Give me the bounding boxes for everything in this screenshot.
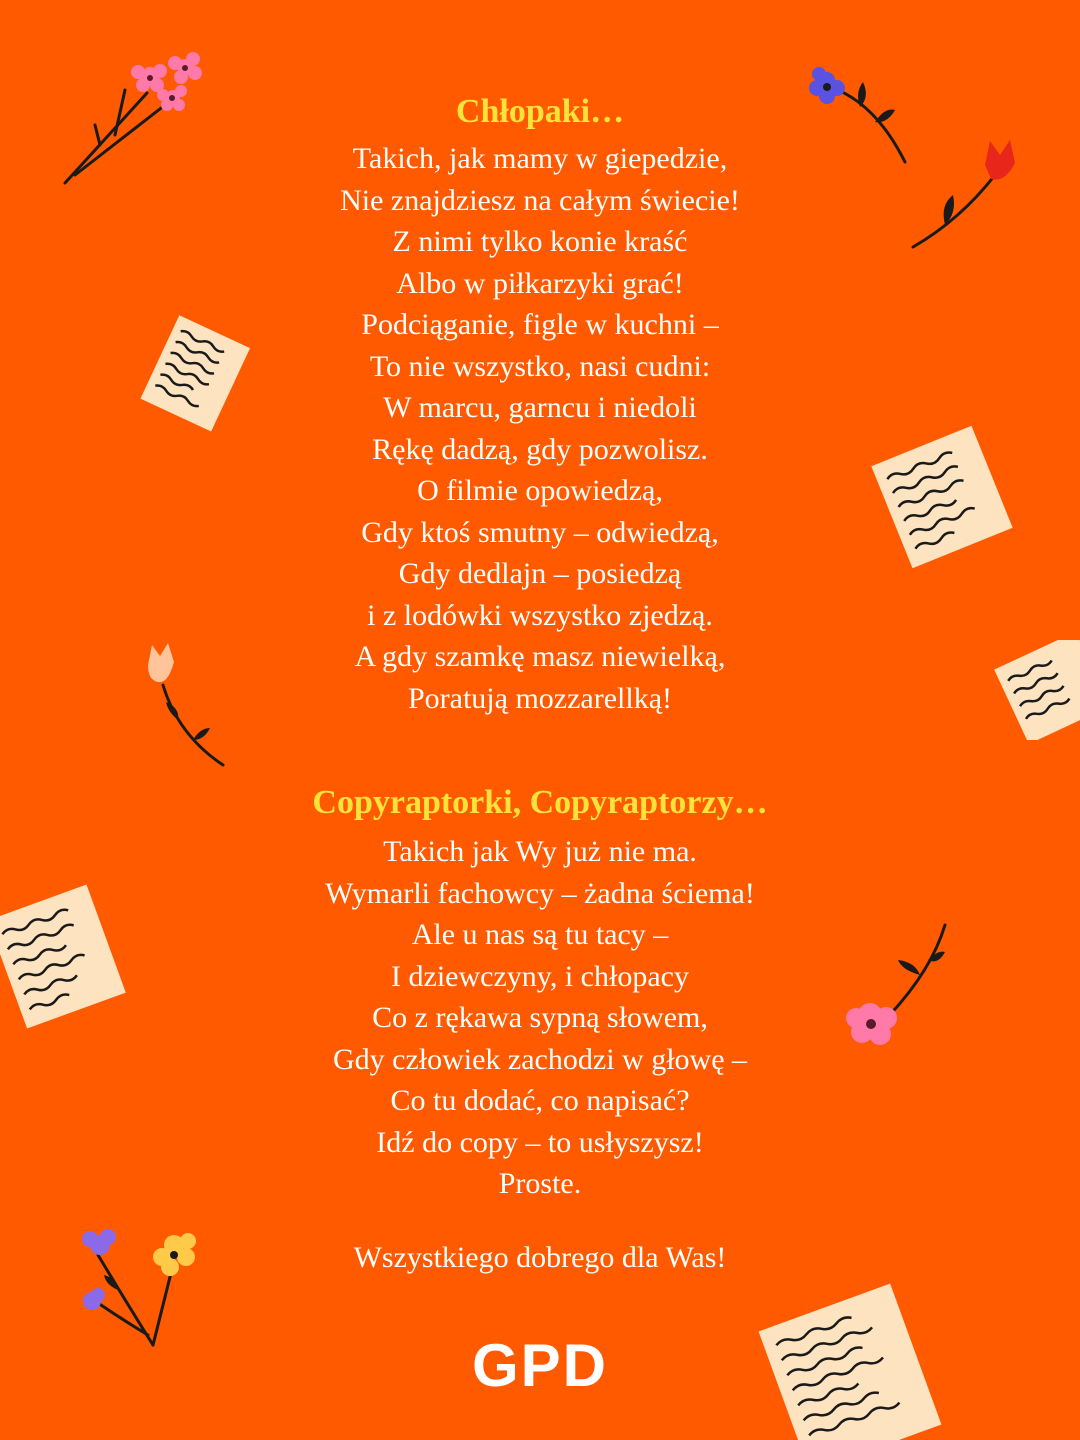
section-title: Chłopaki… xyxy=(455,93,625,130)
gpd-logo: GPD xyxy=(471,1332,609,1399)
poem-line: i z lodówki wszystko zjedzą. xyxy=(367,598,713,632)
closing-line: Wszystkiego dobrego dla Was! xyxy=(353,1241,727,1274)
poem-line: Gdy dedlajn – posiedzą xyxy=(398,557,682,590)
poem-line: Z nimi tylko konie kraść xyxy=(392,225,688,258)
poem-line: To nie wszystko, nasi cudni: xyxy=(369,349,711,383)
poem-line: Rękę dadzą, gdy pozwolisz. xyxy=(372,432,708,466)
poem-line: A gdy szamkę masz niewielką, xyxy=(354,640,726,673)
poem-line: Takich, jak mamy w giepedzie, xyxy=(352,142,728,175)
poem-line: Gdy człowiek zachodzi w głowę – xyxy=(332,1042,748,1076)
poem-line: Gdy ktoś smutny – odwiedzą, xyxy=(361,515,719,549)
section-title: Copyraptorki, Copyraptorzy… xyxy=(312,784,768,821)
poem-line: Ale u nas są tu tacy – xyxy=(411,918,669,951)
poem-line: Podciąganie, figle w kuchni – xyxy=(361,308,719,341)
poem-line: I dziewczyny, i chłopacy xyxy=(391,959,689,993)
poem-section-copyraptorki xyxy=(0,783,1080,1205)
poem-line: Albo w piłkarzyki grać! xyxy=(396,266,684,300)
poem-section-chlopaki xyxy=(0,92,1080,719)
poem-line: Wymarli fachowcy – żadna ściema! xyxy=(325,876,755,910)
poem-line: Takich jak Wy już nie ma. xyxy=(383,835,697,868)
poem-line: Nie znajdziesz na całym świecie! xyxy=(340,183,740,217)
poem-line: Poratują mozzarellką! xyxy=(407,681,673,715)
poem-line: Proste. xyxy=(498,1167,582,1200)
poem-line: Co z rękawa sypną słowem, xyxy=(372,1001,708,1034)
poem-line: Idź do copy – to usłyszysz! xyxy=(376,1125,704,1159)
poem-line: W marcu, garncu i niedoli xyxy=(383,391,697,424)
closing-wishes xyxy=(0,1237,1080,1279)
poem-line: O filmie opowiedzą, xyxy=(417,474,663,507)
poem-line: Co tu dodać, co napisać? xyxy=(390,1084,690,1117)
